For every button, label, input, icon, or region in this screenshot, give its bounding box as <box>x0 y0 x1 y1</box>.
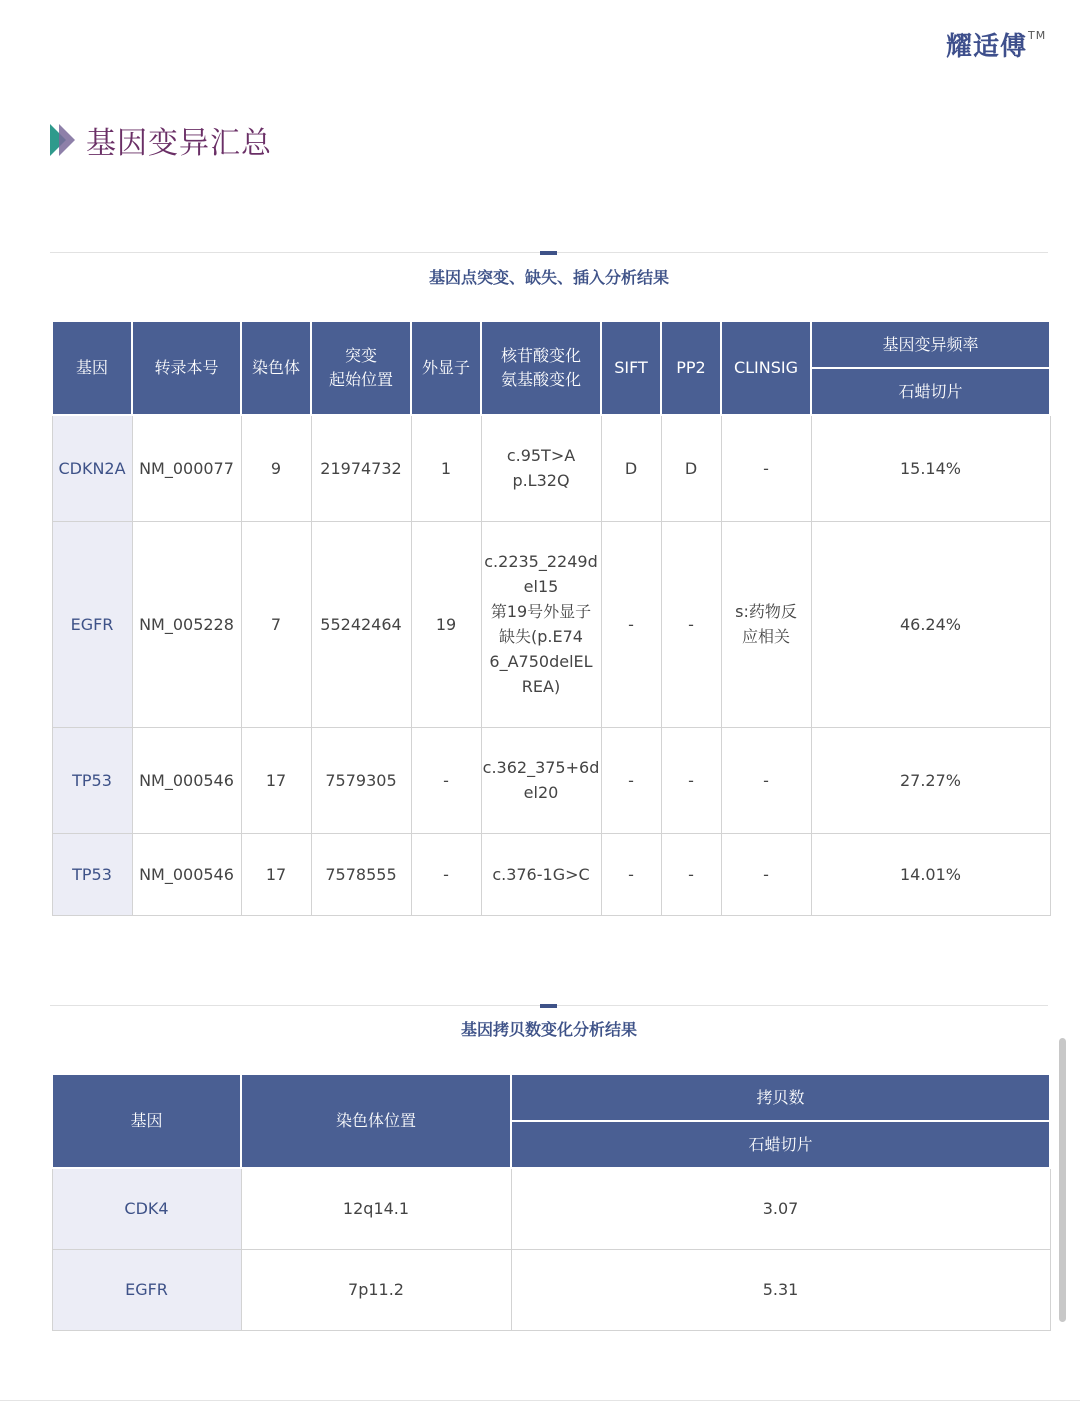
cell-freq: 15.14% <box>811 415 1050 521</box>
table-row <box>52 415 1050 521</box>
col-header-pp2: PP2 <box>661 321 721 415</box>
cell-location: 12q14.1 <box>241 1168 511 1249</box>
col-header-sample: 石蜡切片 <box>811 368 1050 415</box>
heading-arrow-icon <box>50 120 80 160</box>
cnv-col-header-gene: 基因 <box>52 1074 241 1168</box>
table-row <box>52 1249 1050 1330</box>
cell-sift: D <box>601 415 661 521</box>
table-row <box>52 521 1050 727</box>
cell-transcript: NM_000546 <box>132 727 241 833</box>
cell-exon: 1 <box>411 415 481 521</box>
cell-pp2: D <box>661 415 721 521</box>
cell-chromosome: 9 <box>241 415 311 521</box>
cell-change: c.362_375+6d el20 <box>481 727 601 833</box>
col-header-freq: 基因变异频率 <box>811 321 1050 368</box>
cell-gene: TP53 <box>52 833 132 915</box>
section-divider <box>50 1005 1048 1006</box>
col-header-change: 核苷酸变化 氨基酸变化 <box>481 321 601 415</box>
cell-position: 7578555 <box>311 833 411 915</box>
cnv-table <box>51 1073 1051 1331</box>
cell-exon: 19 <box>411 521 481 727</box>
cnv-section-title: 基因拷贝数变化分析结果 <box>460 1020 637 1039</box>
cell-pp2: - <box>661 833 721 915</box>
col-header-sift: SIFT <box>601 321 661 415</box>
cell-location: 7p11.2 <box>241 1249 511 1330</box>
cell-copy-number: 5.31 <box>511 1249 1050 1330</box>
cnv-col-header-sample: 石蜡切片 <box>511 1121 1050 1168</box>
cell-transcript: NM_005228 <box>132 521 241 727</box>
page-heading <box>50 118 272 162</box>
cell-clinsig: s:药物反 应相关 <box>721 521 811 727</box>
table-row <box>52 833 1050 915</box>
cell-chromosome: 7 <box>241 521 311 727</box>
bottom-divider <box>0 1400 1080 1401</box>
brand-logo: 耀适傅™ <box>946 29 1047 62</box>
cell-change: c.95T>A p.L32Q <box>481 415 601 521</box>
table-row <box>52 1168 1050 1249</box>
cell-copy-number: 3.07 <box>511 1168 1050 1249</box>
cell-position: 55242464 <box>311 521 411 727</box>
cell-sift: - <box>601 833 661 915</box>
cell-sift: - <box>601 727 661 833</box>
cell-chromosome: 17 <box>241 833 311 915</box>
table-row <box>52 727 1050 833</box>
cell-exon: - <box>411 727 481 833</box>
cell-change: c.2235_2249d el15 第19号外显子 缺失(p.E74 6_A750delEL REA) <box>481 521 601 727</box>
cell-gene: TP53 <box>52 727 132 833</box>
cnv-col-header-copy-number: 拷贝数 <box>511 1074 1050 1121</box>
cell-clinsig: - <box>721 415 811 521</box>
cell-freq: 27.27% <box>811 727 1050 833</box>
cell-gene: EGFR <box>52 1249 241 1330</box>
cell-freq: 46.24% <box>811 521 1050 727</box>
cell-chromosome: 17 <box>241 727 311 833</box>
cell-change: c.376-1G>C <box>481 833 601 915</box>
cell-gene: EGFR <box>52 521 132 727</box>
cell-position: 21974732 <box>311 415 411 521</box>
cell-transcript: NM_000077 <box>132 415 241 521</box>
col-header-chromosome: 染色体 <box>241 321 311 415</box>
section-divider <box>50 252 1048 253</box>
snv-table <box>51 320 1051 916</box>
col-header-position: 突变 起始位置 <box>311 321 411 415</box>
col-header-clinsig: CLINSIG <box>721 321 811 415</box>
cnv-col-header-location: 染色体位置 <box>241 1074 511 1168</box>
cell-pp2: - <box>661 727 721 833</box>
col-header-exon: 外显子 <box>411 321 481 415</box>
col-header-transcript: 转录本号 <box>132 321 241 415</box>
cell-gene: CDK4 <box>52 1168 241 1249</box>
cell-exon: - <box>411 833 481 915</box>
col-header-gene: 基因 <box>52 321 132 415</box>
cell-freq: 14.01% <box>811 833 1050 915</box>
cell-transcript: NM_000546 <box>132 833 241 915</box>
cell-gene: CDKN2A <box>52 415 132 521</box>
snv-section-title: 基因点突变、缺失、插入分析结果 <box>428 268 669 287</box>
cell-pp2: - <box>661 521 721 727</box>
cell-sift: - <box>601 521 661 727</box>
cell-position: 7579305 <box>311 727 411 833</box>
scrollbar[interactable] <box>1059 1038 1066 1322</box>
cell-clinsig: - <box>721 727 811 833</box>
page-title: 基因变异汇总 <box>86 126 272 161</box>
cell-clinsig: - <box>721 833 811 915</box>
